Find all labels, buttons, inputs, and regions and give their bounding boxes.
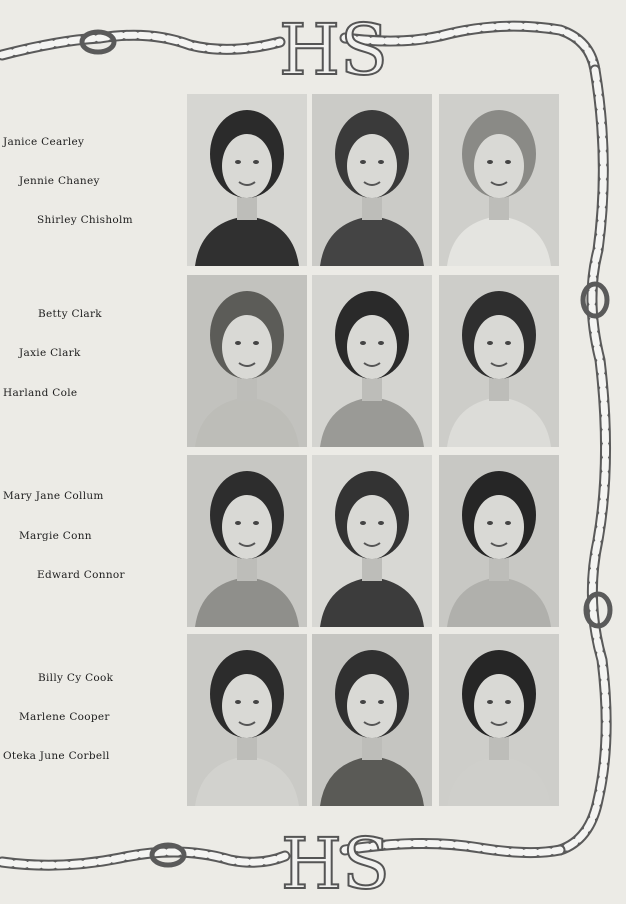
portrait-eye: [487, 700, 493, 704]
portrait-eye: [505, 160, 511, 164]
portrait-eye: [378, 700, 384, 704]
portrait-eye: [378, 521, 384, 525]
portrait-eye: [253, 341, 259, 345]
portrait-face: [347, 134, 397, 198]
student-portrait: [187, 634, 307, 806]
portrait-eye: [360, 700, 366, 704]
portrait-eye: [378, 341, 384, 345]
portrait-eye: [253, 700, 259, 704]
student-portrait: [439, 275, 559, 447]
portrait-eye: [235, 160, 241, 164]
svg-text:HS: HS: [279, 9, 388, 91]
student-name: Edward Connor: [37, 569, 125, 581]
portrait-eye: [360, 341, 366, 345]
portrait-face: [347, 315, 397, 379]
monogram-top: [275, 2, 388, 92]
portrait-eye: [487, 160, 493, 164]
student-name: Billy Cy Cook: [38, 672, 114, 684]
portrait-eye: [253, 160, 259, 164]
student-name: Mary Jane Collum: [3, 490, 104, 502]
portrait-eye: [378, 160, 384, 164]
portrait-eye: [487, 521, 493, 525]
portrait-face: [474, 674, 524, 738]
portrait-eye: [487, 341, 493, 345]
student-portrait: [439, 455, 559, 627]
portrait-eye: [235, 341, 241, 345]
portrait-eye: [235, 521, 241, 525]
student-portrait: [312, 634, 432, 806]
student-name: Betty Clark: [38, 308, 102, 320]
student-portrait: [312, 455, 432, 627]
student-portrait: [312, 94, 432, 266]
portrait-eye: [505, 521, 511, 525]
portrait-eye: [235, 700, 241, 704]
student-name: Janice Cearley: [3, 136, 85, 148]
student-name: Shirley Chisholm: [37, 214, 133, 226]
portrait-face: [474, 315, 524, 379]
portrait-face: [474, 134, 524, 198]
student-portrait: [187, 94, 307, 266]
student-name: Harland Cole: [3, 387, 78, 399]
monogram-bottom: [277, 814, 390, 904]
portrait-eye: [505, 700, 511, 704]
svg-text:HS: HS: [281, 823, 390, 904]
portrait-eye: [360, 521, 366, 525]
portrait-face: [222, 134, 272, 198]
portrait-face: [474, 495, 524, 559]
portrait-eye: [253, 521, 259, 525]
portrait-face: [347, 495, 397, 559]
student-name: Margie Conn: [19, 530, 92, 542]
portrait-face: [347, 674, 397, 738]
portrait-face: [222, 315, 272, 379]
student-name: Jennie Chaney: [19, 175, 100, 187]
student-portrait: [187, 275, 307, 447]
student-portrait: [439, 94, 559, 266]
portrait-face: [222, 495, 272, 559]
student-portrait: [439, 634, 559, 806]
student-name: Marlene Cooper: [19, 711, 110, 723]
student-portrait: [187, 455, 307, 627]
student-portrait: [312, 275, 432, 447]
portrait-face: [222, 674, 272, 738]
student-name: Jaxie Clark: [19, 347, 81, 359]
portrait-eye: [360, 160, 366, 164]
student-name: Oteka June Corbell: [3, 750, 110, 762]
portrait-eye: [505, 341, 511, 345]
